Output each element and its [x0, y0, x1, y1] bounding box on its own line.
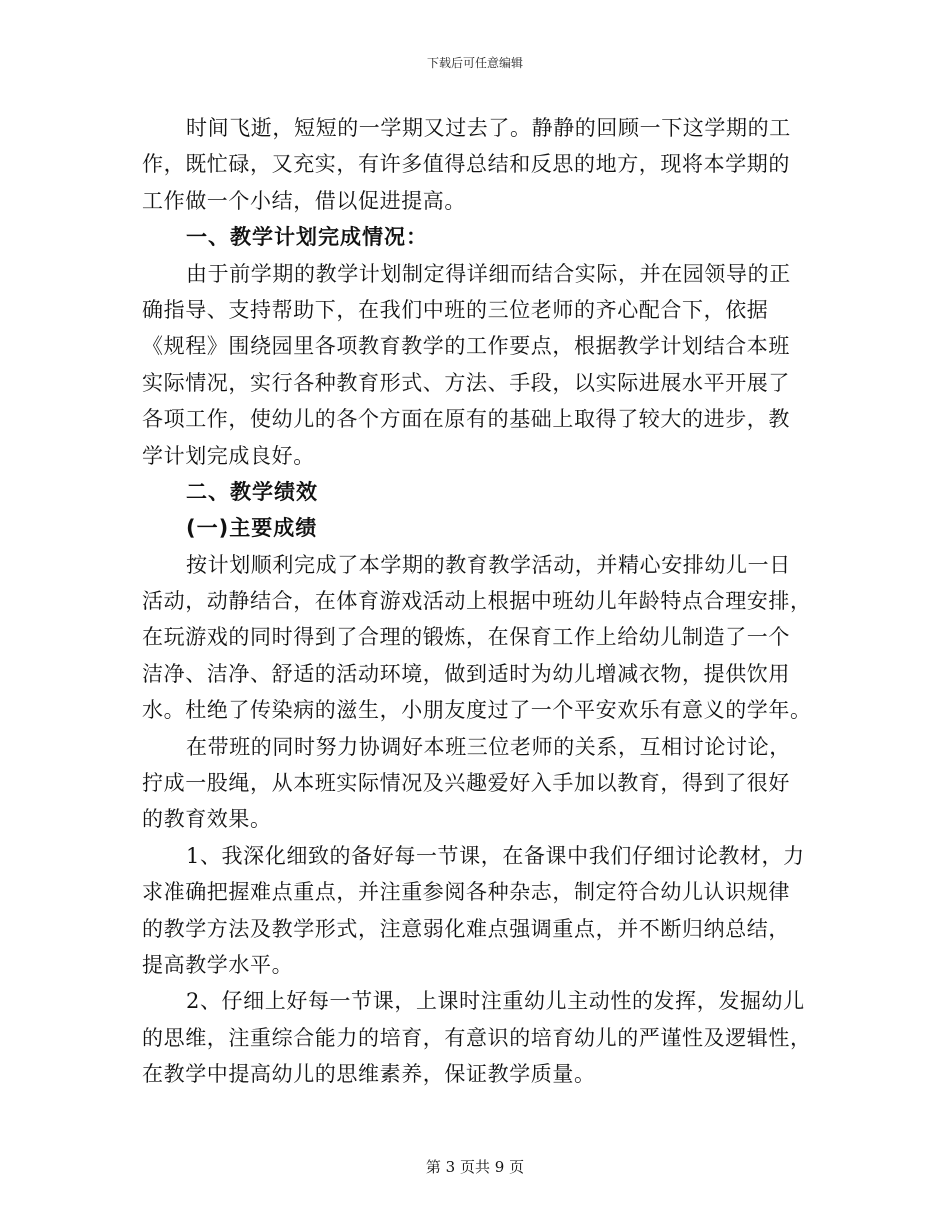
text-line: 水。杜绝了传染病的滋生，小朋友度过了一个平安欢乐有意义的学年。 [142, 698, 812, 723]
text-line: 1、我深化细致的备好每一节课，在备课中我们仔细讨论教材，力 [186, 843, 805, 868]
text-line: 在教学中提高幼儿的思维素养，保证教学质量。 [142, 1062, 596, 1087]
text-line: 工作做一个小结，借以促进提高。 [142, 188, 466, 213]
section-heading-line: 二、教学绩效 [186, 479, 318, 504]
text-line: 在带班的同时努力协调好本班三位老师的关系，互相讨论讨论， [186, 734, 791, 759]
text-line: 《规程》围绕园里各项教育教学的工作要点，根据教学计划结合本班 [142, 334, 790, 359]
section-heading-line: (一)主要成绩 [186, 516, 318, 541]
page-number: 第 3 页共 9 页 [425, 1158, 525, 1176]
section-heading-line: 一、教学计划完成情况： [186, 225, 428, 250]
header-note: 下载后可任意编辑 [426, 56, 523, 70]
text-line: 的教学方法及教学形式，注意弱化难点强调重点，并不断归纳总结， [142, 916, 790, 941]
text-line: 洁净、洁净、舒适的活动环境，做到适时为幼儿增减衣物，提供饮用 [142, 661, 790, 686]
document-body [142, 110, 812, 1093]
text-line: 时间飞逝，短短的一学期又过去了。静静的回顾一下这学期的工 [186, 116, 791, 140]
text-line: 在玩游戏的同时得到了合理的锻炼，在保育工作上给幼儿制造了一个 [142, 625, 790, 650]
text-line: 的教育效果。 [142, 807, 272, 832]
text-line: 由于前学期的教学计划制定得详细而结合实际，并在园领导的正 [186, 261, 791, 286]
text-line: 的思维，注重综合能力的培育，有意识的培育幼儿的严谨性及逻辑性， [142, 1025, 812, 1050]
text-line: 按计划顺利完成了本学期的教育教学活动，并精心安排幼儿一日 [186, 552, 791, 577]
text-line: 活动，动静结合，在体育游戏活动上根据中班幼儿年龄特点合理安排， [142, 589, 812, 614]
text-line: 求准确把握难点重点，并注重参阅各种杂志，制定符合幼儿认识规律 [142, 880, 790, 905]
text-line: 作，既忙碌，又充实，有许多值得总结和反思的地方，现将本学期的 [142, 152, 790, 177]
text-line: 确指导、支持帮助下，在我们中班的三位老师的齐心配合下，依据 [142, 297, 769, 322]
text-line: 提高教学水平。 [142, 952, 294, 977]
text-line: 实际情况，实行各种教育形式、方法、手段，以实际进展水平开展了 [142, 370, 790, 395]
text-line: 2、仔细上好每一节课，上课时注重幼儿主动性的发挥，发掘幼儿 [186, 989, 805, 1014]
text-line: 学计划完成良好。 [142, 443, 315, 468]
text-line: 各项工作，使幼儿的各个方面在原有的基础上取得了较大的进步，教 [142, 407, 790, 432]
text-line: 拧成一股绳，从本班实际情况及兴趣爱好入手加以教育，得到了很好 [142, 771, 790, 796]
